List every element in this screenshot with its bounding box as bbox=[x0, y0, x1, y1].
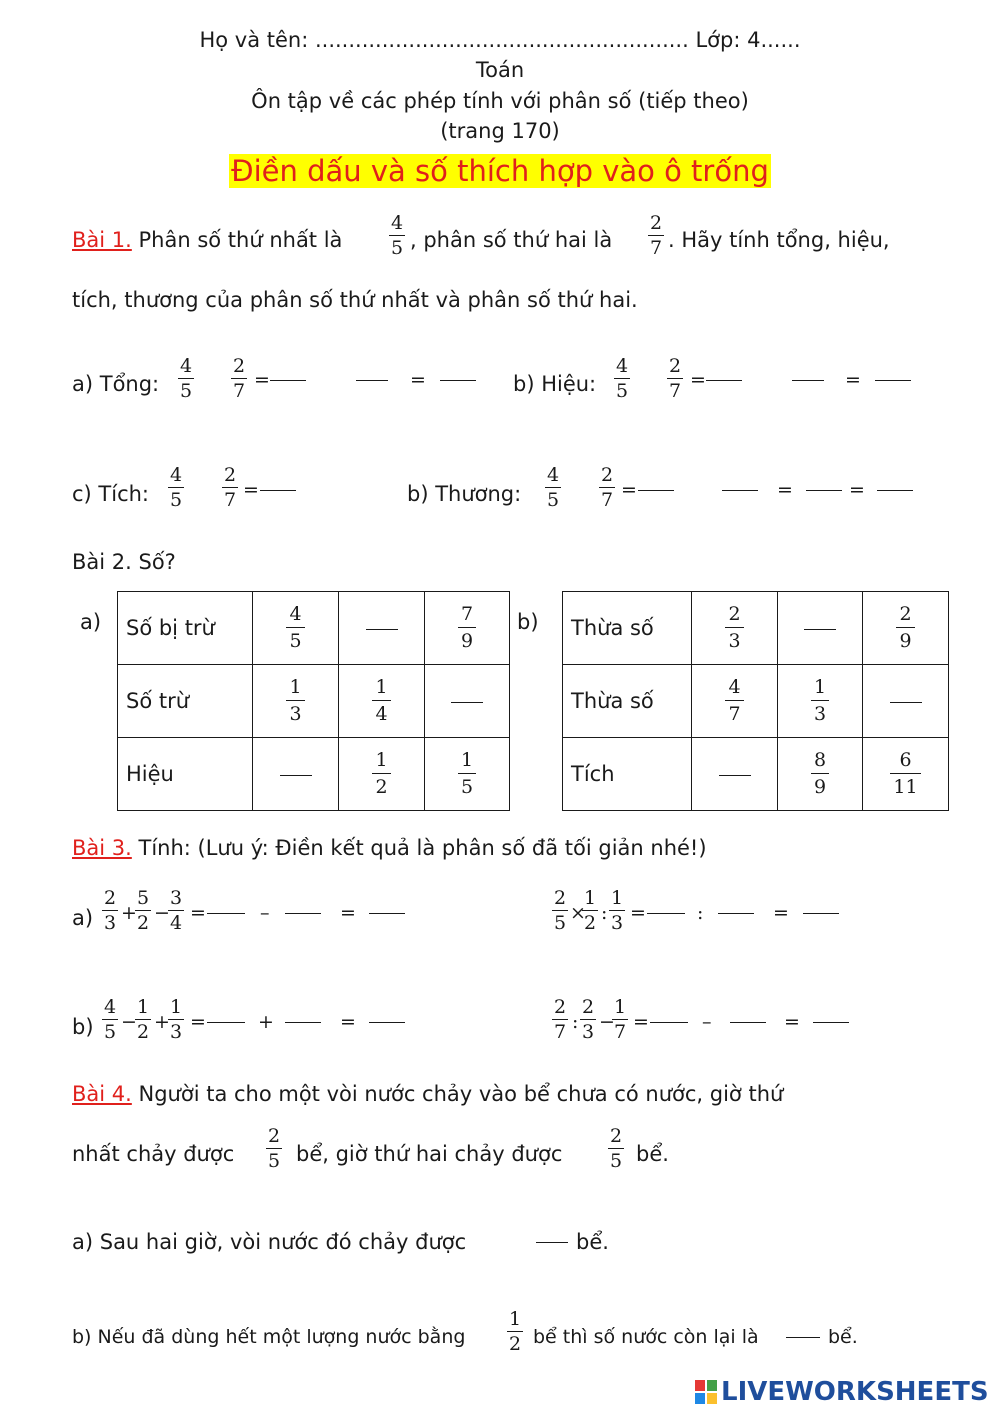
bai4-label: Bài 4. bbox=[72, 1082, 132, 1106]
instruction-banner bbox=[0, 154, 1000, 188]
table-fraction: $\frac{2}{3}$ bbox=[725, 605, 743, 651]
table-fraction: $\frac{1}{4}$ bbox=[372, 678, 390, 724]
bai3-a-blank-2[interactable] bbox=[285, 913, 321, 914]
answer-blank[interactable] bbox=[451, 702, 483, 703]
equals-sign: = bbox=[340, 1011, 356, 1033]
quotient-answer-blank-3[interactable] bbox=[806, 490, 842, 491]
subject-title: Toán bbox=[475, 58, 525, 82]
multiplication-table-row-label: Thừa số bbox=[563, 592, 692, 665]
diff-fraction-2: 2 7 bbox=[669, 355, 682, 402]
subtraction-table-row bbox=[118, 665, 510, 738]
subtraction-table-value-cell bbox=[253, 592, 339, 665]
quotient-fraction-1: 4 5 bbox=[547, 464, 560, 511]
bai4-text2b: bể, giờ thứ hai chảy được bbox=[296, 1142, 563, 1166]
expr-c-fraction-3: 1 3 bbox=[611, 887, 624, 934]
bai4-b-answer-blank[interactable] bbox=[786, 1337, 820, 1338]
subtraction-table-answer-cell[interactable] bbox=[253, 738, 339, 811]
multiplication-table-answer-cell[interactable] bbox=[863, 665, 949, 738]
bai2-a-label: a) bbox=[80, 610, 102, 634]
expr-a-fraction-3: 3 4 bbox=[170, 887, 183, 934]
table-fraction: $\frac{4}{7}$ bbox=[725, 678, 743, 724]
product-fraction-1: 4 5 bbox=[170, 464, 183, 511]
equals-sign: = bbox=[254, 369, 270, 391]
expr-b-fraction-1: 4 5 bbox=[104, 996, 117, 1043]
bai3-b-blank-3[interactable] bbox=[369, 1022, 405, 1023]
sum-answer-blank-3[interactable] bbox=[440, 380, 476, 381]
bai3-a-label: a) bbox=[72, 906, 94, 930]
table-fraction: $\frac{1}{3}$ bbox=[811, 678, 829, 724]
minus-sign: − bbox=[599, 1011, 615, 1033]
operator-blank-plus: + bbox=[258, 1011, 274, 1033]
equals-sign: = bbox=[243, 479, 259, 501]
plus-sign: + bbox=[121, 902, 137, 924]
bai4-b-text2: bể thì số nước còn lại là bbox=[533, 1326, 759, 1348]
bai3-a-blank-3[interactable] bbox=[369, 913, 405, 914]
expr-d-fraction-3: 1 7 bbox=[614, 996, 627, 1043]
product-answer-blank[interactable] bbox=[260, 490, 296, 491]
bai3-heading bbox=[72, 836, 707, 860]
instruction-text: Điền dấu và số thích hợp vào ô trống bbox=[231, 154, 769, 188]
multiplication-table-value-cell bbox=[692, 592, 778, 665]
times-sign: × bbox=[570, 902, 586, 924]
bai1-fraction-second: 2 7 bbox=[650, 212, 663, 259]
subtraction-table-answer-cell[interactable] bbox=[339, 592, 425, 665]
equals-sign: = bbox=[621, 479, 637, 501]
bai1-text4: tích, thương của phân số thứ nhất và phân số thứ hai. bbox=[72, 288, 638, 312]
multiplication-table-value-cell bbox=[863, 738, 949, 811]
multiplication-table-row-label: Thừa số bbox=[563, 665, 692, 738]
bai4-text2c: bể. bbox=[636, 1142, 669, 1166]
divide-sign: : bbox=[572, 1011, 579, 1033]
bai1-label: Bài 1. bbox=[72, 228, 132, 252]
quotient-answer-blank-2[interactable] bbox=[722, 490, 758, 491]
divide-sign: : bbox=[601, 902, 608, 924]
answer-blank[interactable] bbox=[804, 629, 836, 630]
multiplication-table-value-cell bbox=[863, 592, 949, 665]
expr-d-fraction-2: 2 3 bbox=[582, 996, 595, 1043]
expr-c-fraction-1: 2 5 bbox=[554, 887, 567, 934]
bai3-a-blank-1[interactable] bbox=[207, 913, 245, 914]
bai4-b-text1: b) Nếu đã dùng hết một lượng nước bằng bbox=[72, 1326, 466, 1348]
bai4-text2a: nhất chảy được bbox=[72, 1142, 235, 1166]
equals-sign: = bbox=[849, 479, 865, 501]
bai2-b-label: b) bbox=[517, 610, 539, 634]
expr-a-fraction-1: 2 3 bbox=[104, 887, 117, 934]
bai3-label: Bài 3. bbox=[72, 836, 132, 860]
answer-blank[interactable] bbox=[719, 775, 751, 776]
subtraction-table-row-label: Số bị trừ bbox=[118, 592, 253, 665]
bai4-b-fraction: 1 2 bbox=[509, 1308, 522, 1355]
answer-blank[interactable] bbox=[280, 775, 312, 776]
table-fraction: $\frac{6}{11}$ bbox=[890, 751, 920, 797]
equals-sign: = bbox=[410, 369, 426, 391]
bai4-b-text3: bể. bbox=[828, 1326, 858, 1348]
multiplication-table bbox=[562, 591, 949, 811]
equals-sign: = bbox=[190, 1011, 206, 1033]
expr-b-fraction-3: 1 3 bbox=[170, 996, 183, 1043]
operator-blank-minus: – bbox=[702, 1011, 712, 1033]
table-fraction: $\frac{2}{9}$ bbox=[896, 605, 914, 651]
subtraction-table-row-label: Hiệu bbox=[118, 738, 253, 811]
equals-sign: = bbox=[630, 902, 646, 924]
expr-b-fraction-2: 1 2 bbox=[137, 996, 150, 1043]
equals-sign: = bbox=[190, 902, 206, 924]
answer-blank[interactable] bbox=[890, 702, 922, 703]
expr-d-fraction-1: 2 7 bbox=[554, 996, 567, 1043]
table-fraction: $\frac{1}{3}$ bbox=[286, 678, 304, 724]
subtraction-table-value-cell bbox=[339, 738, 425, 811]
bai3-d-blank-2[interactable] bbox=[730, 1022, 766, 1023]
minus-sign: − bbox=[121, 1011, 137, 1033]
multiplication-table-value-cell bbox=[778, 738, 863, 811]
subtraction-table-row bbox=[118, 592, 510, 665]
diff-answer-blank-2[interactable] bbox=[792, 380, 824, 381]
product-fraction-2: 2 7 bbox=[224, 464, 237, 511]
expr-a-fraction-2: 5 2 bbox=[137, 887, 150, 934]
diff-fraction-1: 4 5 bbox=[616, 355, 629, 402]
multiplication-table-value-cell bbox=[692, 665, 778, 738]
bai1-text2: , phân số thứ hai là bbox=[410, 228, 613, 252]
operator-blank-divide: : bbox=[697, 902, 704, 924]
subtraction-table-row-label: Số trừ bbox=[118, 665, 253, 738]
multiplication-table-row bbox=[563, 665, 949, 738]
bai1-b-label: b) Hiệu: bbox=[513, 372, 597, 396]
equals-sign: = bbox=[773, 902, 789, 924]
bai1-text1: Phân số thứ nhất là bbox=[131, 228, 343, 252]
equals-sign: = bbox=[690, 369, 706, 391]
bai1-a-label: a) Tổng: bbox=[72, 372, 160, 396]
table-fraction: $\frac{1}{5}$ bbox=[458, 751, 476, 797]
bai3-text: Tính: (Lưu ý: Điền kết quả là phân số đã tối giản nhé!) bbox=[131, 836, 707, 860]
bai3-c-blank-1[interactable] bbox=[647, 913, 685, 914]
sum-fraction-1: 4 5 bbox=[180, 355, 193, 402]
multiplication-table-row bbox=[563, 592, 949, 665]
sum-answer-blank-2[interactable] bbox=[356, 380, 388, 381]
multiplication-table-row-label: Tích bbox=[563, 738, 692, 811]
equals-sign: = bbox=[845, 369, 861, 391]
subtraction-table-value-cell bbox=[253, 665, 339, 738]
subtraction-table-answer-cell[interactable] bbox=[425, 665, 510, 738]
bai1-d-label: b) Thương: bbox=[407, 482, 522, 506]
logo-grid-icon bbox=[695, 1380, 717, 1404]
quotient-fraction-2: 2 7 bbox=[601, 464, 614, 511]
bai1-text3: . Hãy tính tổng, hiệu, bbox=[668, 228, 890, 252]
equals-sign: = bbox=[340, 902, 356, 924]
bai1-fraction-first: 4 5 bbox=[391, 212, 404, 259]
diff-answer-blank-1[interactable] bbox=[706, 380, 742, 381]
subtraction-table-value-cell bbox=[425, 738, 510, 811]
table-fraction: $\frac{7}{9}$ bbox=[458, 605, 476, 651]
quotient-answer-blank-4[interactable] bbox=[877, 490, 913, 491]
bai3-b-blank-1[interactable] bbox=[207, 1022, 245, 1023]
multiplication-table-value-cell bbox=[778, 665, 863, 738]
multiplication-table-answer-cell[interactable] bbox=[692, 738, 778, 811]
diff-answer-blank-3[interactable] bbox=[875, 380, 911, 381]
table-fraction: $\frac{1}{2}$ bbox=[372, 751, 390, 797]
operator-blank-minus: – bbox=[260, 902, 270, 924]
subtraction-table bbox=[117, 591, 510, 811]
bai3-d-blank-3[interactable] bbox=[813, 1022, 849, 1023]
bai2-title: Bài 2. Số? bbox=[72, 550, 176, 574]
answer-blank[interactable] bbox=[366, 629, 398, 630]
bai4-fraction-hour2: 2 5 bbox=[610, 1125, 623, 1172]
multiplication-table-row bbox=[563, 738, 949, 811]
multiplication-table-answer-cell[interactable] bbox=[778, 592, 863, 665]
bai1-c-label: c) Tích: bbox=[72, 482, 150, 506]
page-reference: (trang 170) bbox=[440, 119, 560, 143]
bai4-a-text2: bể. bbox=[576, 1230, 609, 1254]
minus-sign: − bbox=[154, 902, 170, 924]
plus-sign: + bbox=[154, 1011, 170, 1033]
bai4-line1 bbox=[72, 1082, 783, 1106]
lesson-title: Ôn tập về các phép tính với phân số (tiếp theo) bbox=[251, 89, 749, 113]
equals-sign: = bbox=[777, 479, 793, 501]
expr-c-fraction-2: 1 2 bbox=[584, 887, 597, 934]
equals-sign: = bbox=[633, 1011, 649, 1033]
bai4-a-answer-blank[interactable] bbox=[536, 1242, 568, 1243]
bai3-c-blank-2[interactable] bbox=[718, 913, 754, 914]
bai3-b-blank-2[interactable] bbox=[285, 1022, 321, 1023]
bai4-text1: Người ta cho một vòi nước chảy vào bể chưa có nước, giờ thứ bbox=[131, 1082, 784, 1106]
sum-answer-blank-1[interactable] bbox=[270, 380, 306, 381]
table-fraction: $\frac{8}{9}$ bbox=[811, 751, 829, 797]
subtraction-table-row bbox=[118, 738, 510, 811]
equals-sign: = bbox=[784, 1011, 800, 1033]
quotient-answer-blank-1[interactable] bbox=[638, 490, 674, 491]
logo-text: LIVEWORKSHEETS bbox=[721, 1377, 989, 1407]
bai1-line1 bbox=[72, 228, 342, 252]
subtraction-table-value-cell bbox=[339, 665, 425, 738]
bai3-b-label: b) bbox=[72, 1015, 94, 1039]
bai3-c-blank-3[interactable] bbox=[803, 913, 839, 914]
sum-fraction-2: 2 7 bbox=[233, 355, 246, 402]
subtraction-table-value-cell bbox=[425, 592, 510, 665]
bai4-a-text1: a) Sau hai giờ, vòi nước đó chảy được bbox=[72, 1230, 467, 1254]
table-fraction: $\frac{4}{5}$ bbox=[286, 605, 304, 651]
bai4-fraction-hour1: 2 5 bbox=[268, 1125, 281, 1172]
bai3-d-blank-1[interactable] bbox=[650, 1022, 688, 1023]
name-class-line: Họ và tên: ........................................................ Lớp: 4...... bbox=[199, 28, 801, 52]
